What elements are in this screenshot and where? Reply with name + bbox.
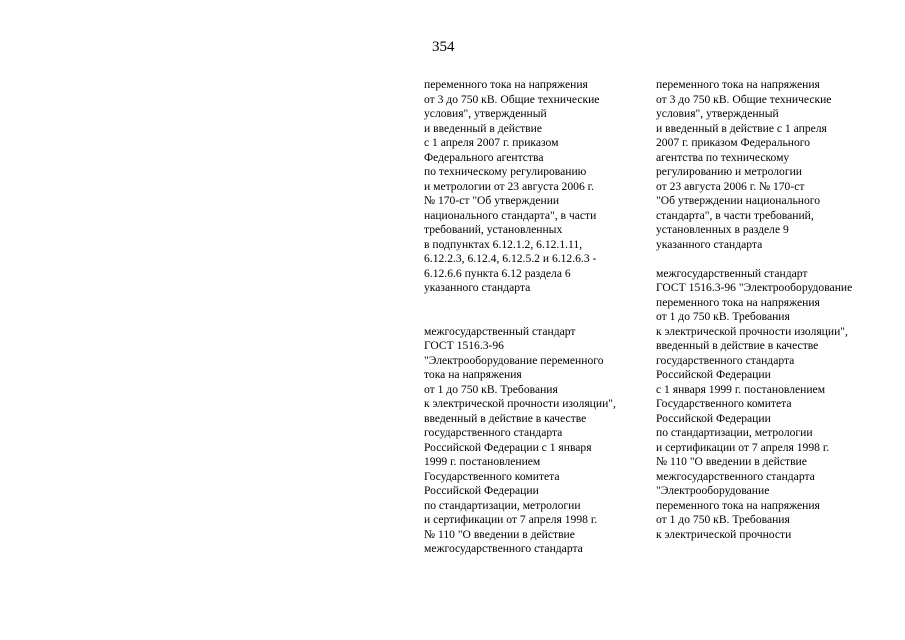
text-line: переменного тока на напряжения [656,498,820,512]
left-column [424,78,646,557]
text-line: от 1 до 750 кВ. Требования [424,382,558,396]
text-line: переменного тока на напряжения [656,78,820,91]
text-line: агентства по техническому [656,150,790,164]
text-line: указанного стандарта [656,237,763,251]
block-gap [424,310,646,325]
block-gap [656,252,896,267]
text-line: 2007 г. приказом Федерального [656,136,811,149]
text-line: переменного тока на напряжения [424,78,588,91]
text-line: Российской Федерации с 1 января [424,440,592,454]
text-line: 1999 г. постановлением [424,455,541,468]
right-column [656,78,896,542]
text-line: государственного стандарта [656,353,795,367]
text-line: межгосударственный стандарт [656,266,808,280]
text-line: требований, установленных [424,223,563,236]
left-block-2 [424,325,646,557]
text-line: введенный в действие в качестве [424,411,587,425]
text-line: ГОСТ 1516.3-96 "Электрооборудование [656,281,853,294]
text-line: Государственного комитета [424,469,560,483]
text-line: по техническому регулированию [424,165,587,178]
text-line: ГОСТ 1516.3-96 [424,339,504,352]
text-line: с 1 января 1999 г. постановлением [656,382,826,396]
text-line: и сертификации от 7 апреля 1998 г. [424,513,598,526]
text-line: тока на напряжения [424,368,522,381]
text-line: межгосударственного стандарта [656,469,815,483]
text-line: № 170-ст "Об утверждении [424,194,560,207]
text-line: и метрологии от 23 августа 2006 г. [424,179,594,193]
text-line: введенный в действие в качестве [656,339,819,352]
text-line: стандарта", в части требований, [656,208,814,222]
text-line: в подпунктах 6.12.1.2, 6.12.1.11, [424,237,583,251]
text-line: указанного стандарта [424,281,531,294]
text-line: Российской Федерации [656,368,771,381]
text-line: от 3 до 750 кВ. Общие технические [656,92,832,106]
text-line: межгосударственного стандарта [424,542,583,555]
text-line: 6.12.2.3, 6.12.4, 6.12.5.2 и 6.12.6.3 - [424,252,597,265]
text-line: от 3 до 750 кВ. Общие технические [424,92,600,106]
right-block-2 [656,267,896,543]
text-line: и введенный в действие [424,121,542,135]
left-block-1 [424,78,646,296]
text-line: № 110 "О введении в действие [656,455,807,468]
text-line: "Электрооборудование [656,484,770,497]
text-line: условия", утвержденный [656,107,779,120]
text-line: по стандартизации, метрологии [656,426,813,439]
page-number: 354 [432,39,455,55]
text-line: к электрической прочности изоляции", [424,397,616,410]
text-line: с 1 апреля 2007 г. приказом [424,136,559,149]
text-line: и введенный в действие с 1 апреля [656,121,827,135]
text-line: от 1 до 750 кВ. Требования [656,513,790,526]
text-line: к электрической прочности изоляции", [656,324,848,338]
text-line: и сертификации от 7 апреля 1998 г. [656,440,830,454]
block-gap [424,296,646,311]
text-line: от 23 августа 2006 г. № 170-ст [656,179,805,193]
text-line: "Электрооборудование переменного [424,353,604,367]
text-line: по стандартизации, метрологии [424,498,581,512]
text-line: Государственного комитета [656,397,792,410]
text-line: от 1 до 750 кВ. Требования [656,310,790,323]
text-line: "Об утверждении национального [656,194,821,207]
text-line: к электрической прочности [656,527,792,541]
text-line: Российской Федерации [656,411,771,425]
text-line: национального стандарта", в части [424,208,597,222]
text-line: Федерального агентства [424,150,544,164]
text-line: условия", утвержденный [424,107,547,120]
text-line: межгосударственный стандарт [424,324,576,338]
text-line: Российской Федерации [424,484,539,497]
text-line: регулированию и метрологии [656,165,802,178]
text-line: государственного стандарта [424,426,563,439]
text-line: переменного тока на напряжения [656,295,820,309]
text-line: 6.12.6.6 пункта 6.12 раздела 6 [424,266,571,280]
text-line: № 110 "О введении в действие [424,527,575,541]
text-line: установленных в разделе 9 [656,223,789,236]
right-block-1 [656,78,896,252]
